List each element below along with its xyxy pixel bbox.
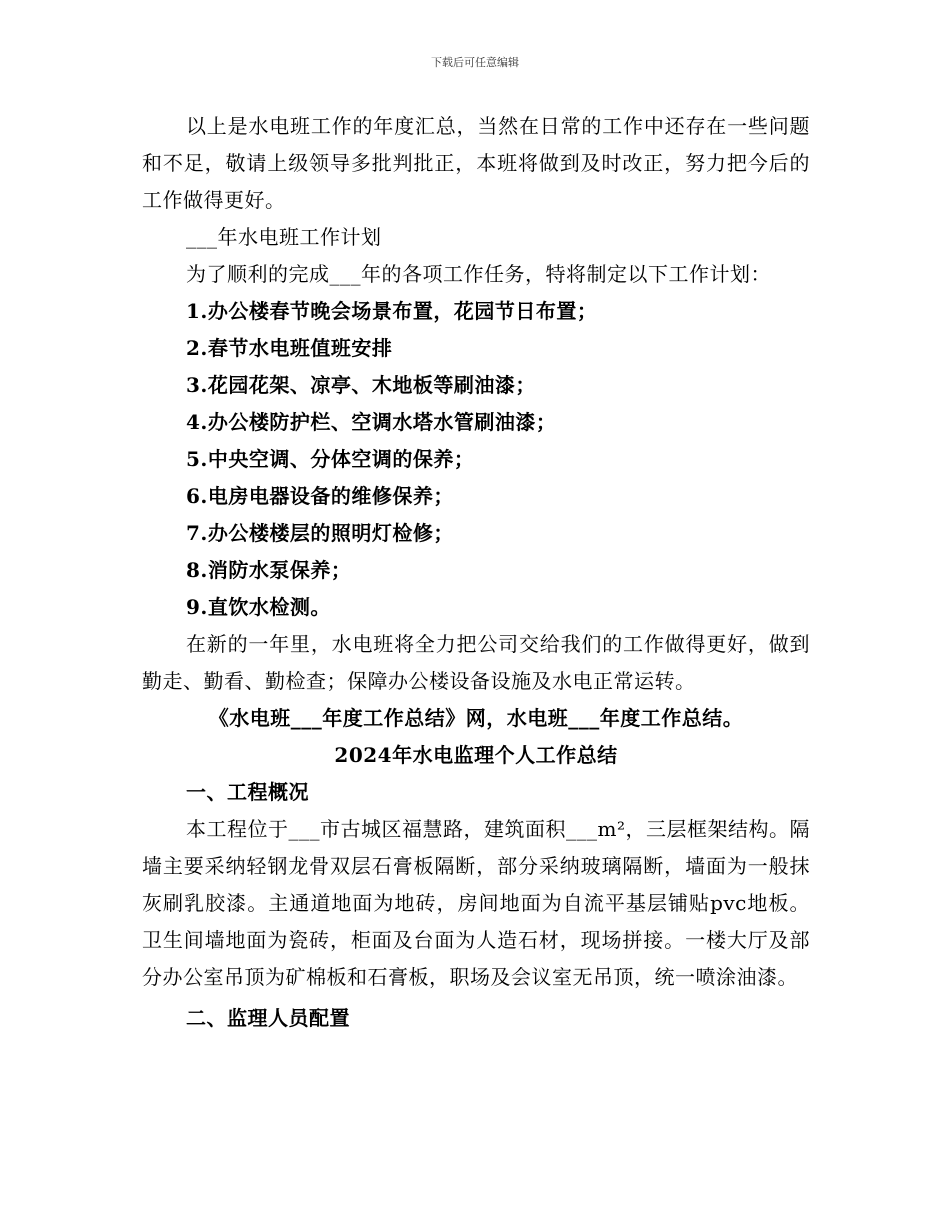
- section-heading-staffing: 二、监理人员配置: [186, 1006, 350, 1030]
- plan-item: 9.直饮水检测。: [186, 595, 331, 619]
- plan-title: ___年水电班工作计划: [186, 225, 382, 249]
- plan-item: 8.消防水泵保养；: [186, 558, 352, 582]
- plan-item: 6.电房电器设备的维修保养；: [186, 484, 454, 508]
- plan-item: 2.春节水电班值班安排: [186, 336, 393, 360]
- plan-item: 4.办公楼防护栏、空调水塔水管刷油漆；: [186, 410, 557, 434]
- page-header-note: 下载后可任意编辑: [431, 56, 519, 69]
- document-title: 2024年水电监理个人工作总结: [334, 743, 618, 767]
- summary-closing-paragraph: 以上是水电班工作的年度汇总，当然在日常的工作中还存在一些问题和不足，敬请上级领导多批判批正，本班将做到及时改正，努力把今后的工作做得更好。: [142, 114, 810, 212]
- plan-item: 5.中央空调、分体空调的保养；: [186, 447, 475, 471]
- plan-item: 1.办公楼春节晚会场景布置，花园节日布置；: [186, 299, 598, 323]
- plan-list: [142, 293, 810, 626]
- document-body: [142, 108, 810, 1037]
- plan-item: 7.办公楼楼层的照明灯检修；: [186, 521, 454, 545]
- section-heading-overview: 一、工程概况: [186, 780, 309, 804]
- section-overview-body: 本工程位于___市古城区福慧路，建筑面积___m²，三层框架结构。隔墙主要采纳轻钢龙骨双层石膏板隔断，部分采纳玻璃隔断，墙面为一般抹灰刷乳胶漆。主通道地面为地砖，房间地面为自流平基层铺贴pvc地板。卫生间墙地面为瓷砖，柜面及台面为人造石材，现场拼接。一楼大厅及部分办公室吊顶为矿棉板和石膏板，职场及会议室无吊顶，统一喷涂油漆。: [142, 817, 810, 989]
- plan-intro: 为了顺利的完成___年的各项工作任务，特将制定以下工作计划：: [186, 262, 771, 286]
- source-line: 《水电班___年度工作总结》网，水电班___年度工作总结。: [208, 706, 744, 730]
- plan-item: 3.花园花架、凉亭、木地板等刷油漆；: [186, 373, 536, 397]
- plan-closing-paragraph: 在新的一年里，水电班将全力把公司交给我们的工作做得更好，做到勤走、勤看、勤检查；保障办公楼设备设施及水电正常运转。: [142, 632, 810, 693]
